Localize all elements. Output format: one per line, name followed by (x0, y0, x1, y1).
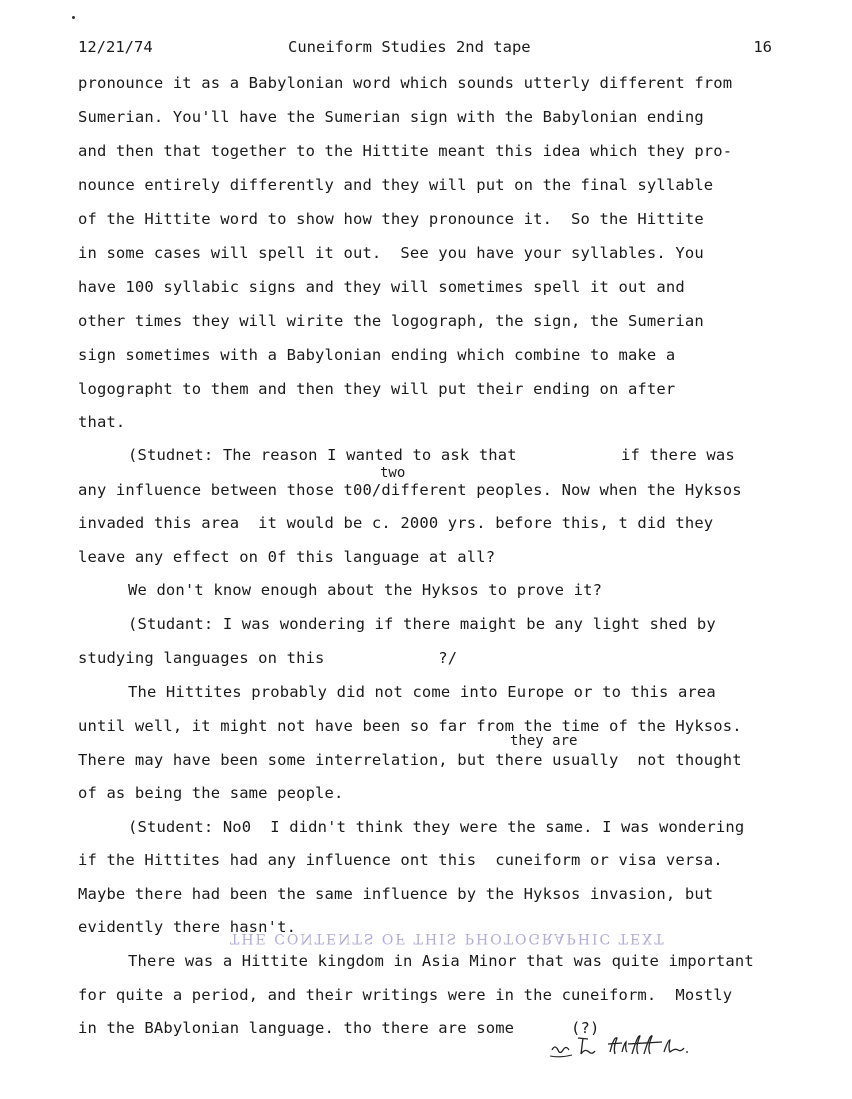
text-line: There may have been some interrelation, but there usually not thought (78, 751, 742, 769)
header-title: Cuneiform Studies 2nd tape (288, 38, 531, 56)
text-line: There was a Hittite kingdom in Asia Minor that was quite important (128, 952, 754, 970)
text-line: for quite a period, and their writings were in the cuneiform. Mostly (78, 986, 733, 1004)
text-line: We don't know enough about the Hyksos to prove it? (128, 581, 603, 599)
text-line: invaded this area it would be c. 2000 yrs. before this, t did they (78, 514, 714, 532)
page-number: 16 (753, 38, 772, 56)
text-line: nounce entirely differently and they will put on the final syllable (78, 176, 714, 194)
text-line: of as being the same people. (78, 784, 344, 802)
text-line: (Student: No0 I didn't think they were the same. I was wondering (128, 818, 745, 836)
text-line: until well, it might not have been so far from the time of the Hyksos. (78, 717, 742, 735)
text-line: have 100 syllabic signs and they will sometimes spell it out and (78, 278, 685, 296)
text-line: if the Hittites had any influence ont this cuneiform or visa versa. (78, 851, 723, 869)
page-header (78, 38, 772, 60)
text-line: any influence between those t00/different peoples. Now when the Hyksos (78, 481, 742, 499)
text-line: and then that together to the Hittite meant this idea which they pro- (78, 142, 733, 160)
text-line: pronounce it as a Babylonian word which sounds utterly different from (78, 74, 733, 92)
text-line: in some cases will spell it out. See you have your syllables. You (78, 244, 704, 262)
text-line: of the Hittite word to show how they pronounce it. So the Hittite (78, 210, 704, 228)
text-line: that. (78, 413, 126, 431)
interlinear-insert: they are (510, 733, 578, 749)
header-date: 12/21/74 (78, 38, 153, 56)
text-line: Sumerian. You'll have the Sumerian sign with the Babylonian ending (78, 108, 704, 126)
text-line: sign sometimes with a Babylonian ending which combine to make a (78, 346, 676, 364)
text-line: studying languages on this ?/ (78, 649, 458, 667)
text-line: logographt to them and then they will put their ending on after (78, 380, 676, 398)
text-line: in the BAbylonian language. tho there are some (?) (78, 1019, 600, 1037)
interlinear-insert: two (380, 465, 406, 481)
text-line: other times they will wirite the logograph, the sign, the Sumerian (78, 312, 704, 330)
text-line: leave any effect on 0f this language at all? (78, 548, 496, 566)
text-line: Maybe there had been the same influence by the Hyksos invasion, but (78, 885, 714, 903)
handwritten-note (548, 1028, 708, 1068)
bleed-through-stamp: THE CONTENTS OF THIS PHOTOGRAPHIC TEXT (230, 930, 666, 946)
text-line: The Hittites probably did not come into Europe or to this area (128, 683, 716, 701)
stray-mark (72, 16, 75, 19)
text-line: evidently there hasn't. (78, 918, 297, 936)
text-line: (Studnet: The reason I wanted to ask that if there was (128, 446, 735, 464)
handwritten-note-text: in The Hittite. (548, 1066, 558, 1067)
text-line: (Studant: I was wondering if there maight be any light shed by (128, 615, 716, 633)
